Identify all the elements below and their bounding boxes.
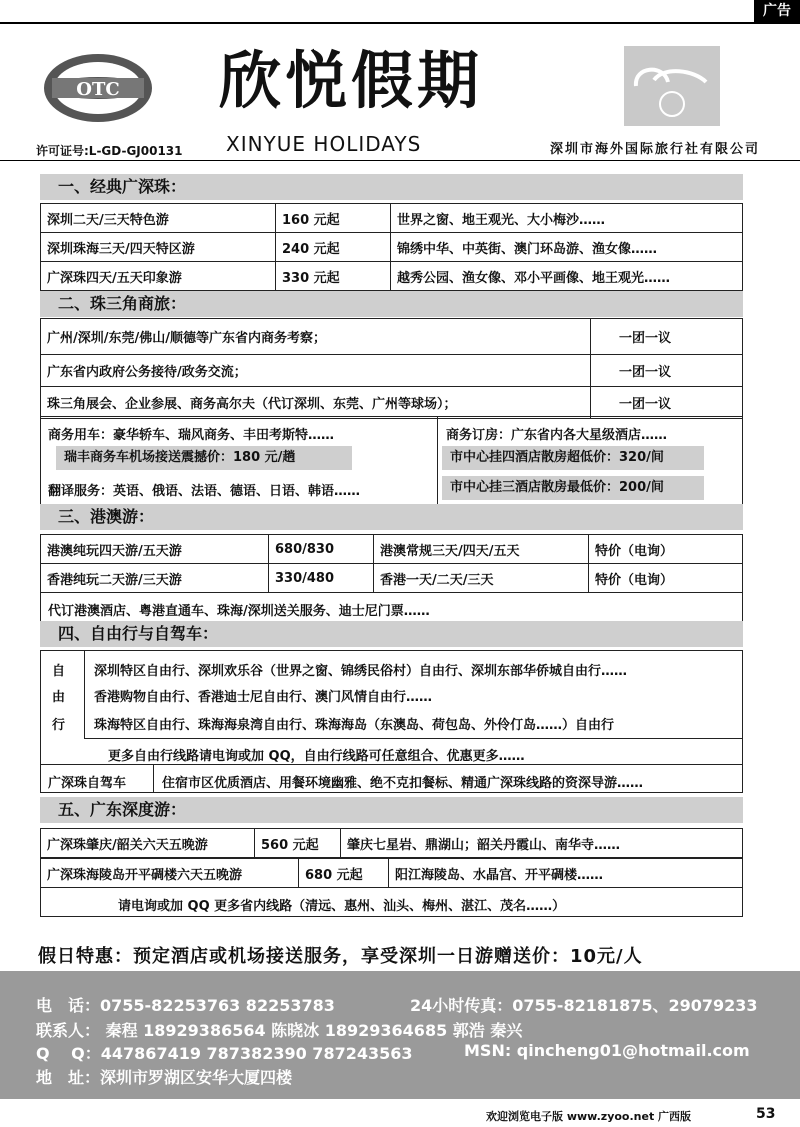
phone-line: 电 话：0755-82253763 82253783 bbox=[36, 996, 335, 1015]
brand-title: 欣悦假期 bbox=[218, 44, 483, 117]
page-number: 53 bbox=[756, 1106, 776, 1122]
qq-line: Q Q：447867419 787382390 787243563 bbox=[36, 1044, 413, 1063]
footer-text: 欢迎浏览电子版 www.zyoo.net 广西版 bbox=[486, 1110, 692, 1123]
translation-text: 翻译服务：英语、俄语、法语、德语、日语、韩语…… bbox=[48, 484, 361, 499]
header-rule bbox=[0, 160, 800, 161]
company-name: 深圳市海外国际旅行社有限公司 bbox=[550, 142, 761, 157]
table-row: 广深珠海陵岛开平碉楼六天五晚游 680 元起 阳江海陵岛、水晶宫、开平碉楼…… bbox=[41, 859, 743, 888]
freetravel-zhuhai: 珠海特区自由行、珠海海泉湾自由行、珠海海岛（东澳岛、荷包岛、外伶仃岛……）自由行 bbox=[94, 718, 615, 733]
freetravel-label-2: 由 bbox=[52, 690, 66, 705]
section-title-hkmacau: 三、港澳游： bbox=[40, 504, 743, 530]
msn-line: MSN: qincheng01@hotmail.com bbox=[464, 1041, 750, 1060]
depth-note: 请电询或加 QQ 更多省内线路（清远、惠州、汕头、梅州、湛江、茂名……） bbox=[118, 899, 566, 914]
hotel-booking-text: 商务订房：广东省内各大星级酒店…… bbox=[446, 428, 668, 443]
hotel3-price-highlight: 市中心挂三酒店散房最低价：200/间 bbox=[442, 476, 704, 500]
drive-label: 广深珠自驾车 bbox=[48, 776, 127, 791]
freetravel-shenzhen: 深圳特区自由行、深圳欢乐谷（世界之窗、锦绣民俗村）自由行、深圳东部华侨城自由行…… bbox=[94, 664, 628, 679]
freetravel-label-3: 行 bbox=[52, 718, 66, 733]
car-rental-text: 商务用车：豪华轿车、瑞风商务、丰田考斯特…… bbox=[48, 428, 335, 443]
table-row: 广东省内政府公务接待/政务交流； 一团一议 bbox=[41, 355, 743, 387]
hotel4-price-highlight: 市中心挂四酒店散房超低价：320/间 bbox=[442, 446, 704, 470]
freetravel-label-divider bbox=[84, 650, 85, 738]
fax-line: 24小时传真：0755-82181875、29079233 bbox=[410, 996, 758, 1015]
table-row: 广深珠肇庆/韶关六天五晚游 560 元起 肇庆七星岩、鼎湖山；韶关丹霞山、南华寺…… bbox=[41, 829, 743, 858]
contact-person-line: 联系人： 秦程 18929386564 陈晓冰 18929364685 郭浩 秦兴 bbox=[36, 1021, 523, 1040]
table-row: 香港纯玩二天游/三天游 330/480 香港一天/二天/三天 特价（电询） bbox=[41, 564, 743, 593]
freetravel-more: 更多自由行线路请电询或加 QQ，自由行线路可任意组合、优惠更多…… bbox=[108, 749, 525, 764]
drive-label-divider bbox=[153, 764, 154, 793]
car-price-highlight: 瑞丰商务车机场接送震撼价：180 元/趟 bbox=[56, 446, 352, 470]
otc-logo bbox=[42, 52, 154, 124]
table-row: 深圳二天/三天特色游 160 元起 世界之窗、地王观光、大小梅沙…… bbox=[41, 204, 743, 233]
table-row: 广州/深圳/东莞/佛山/顺德等广东省内商务考察； 一团一议 bbox=[41, 319, 743, 355]
drive-divider bbox=[40, 764, 743, 765]
section-title-business: 二、珠三角商旅： bbox=[40, 291, 743, 317]
license-number: 许可证号:L-GD-GJ00131 bbox=[36, 144, 183, 158]
freetravel-label-1: 自 bbox=[52, 664, 66, 679]
table-row: 深圳珠海三天/四天特区游 240 元起 锦绣中华、中英街、澳门环岛游、渔女像…… bbox=[41, 233, 743, 262]
freetravel-hongkong: 香港购物自由行、香港迪士尼自由行、澳门风情自由行…… bbox=[94, 690, 433, 705]
logo-text: OTC bbox=[76, 79, 120, 100]
table-row: 港澳纯玩四天游/五天游 680/830 港澳常规三天/四天/五天 特价（电询） bbox=[41, 535, 743, 564]
holiday-promo: 假日特惠：预定酒店或机场接送服务，享受深圳一日游赠送价：10元/人 bbox=[38, 946, 643, 967]
top-rule bbox=[0, 22, 800, 24]
table-row: 广深珠四天/五天印象游 330 元起 越秀公园、渔女像、邓小平画像、地王观光…… bbox=[41, 262, 743, 291]
ad-tag: 广告 bbox=[754, 0, 800, 22]
business-table bbox=[40, 318, 743, 419]
business-divider bbox=[437, 416, 438, 506]
depth-tours-table-row2 bbox=[40, 858, 743, 888]
section-title-depth: 五、广东深度游： bbox=[40, 797, 743, 823]
table-row: 珠三角展会、企业参展、商务高尔夫（代订深圳、东莞、广州等球场）； 一团一议 bbox=[41, 387, 743, 419]
section-title-classic: 一、经典广深珠： bbox=[40, 174, 743, 200]
brand-subtitle: XINYUE HOLIDAYS bbox=[226, 132, 422, 156]
address-line: 地 址：深圳市罗湖区安华大厦四楼 bbox=[36, 1068, 293, 1087]
section-title-freetravel: 四、自由行与自驾车： bbox=[40, 621, 743, 647]
drive-text: 住宿市区优质酒店、用餐环境幽雅、绝不克扣餐标、精通广深珠线路的资深导游…… bbox=[162, 776, 644, 791]
freetravel-more-divider bbox=[84, 738, 743, 739]
depth-tours-table-row1 bbox=[40, 828, 743, 858]
hkmacau-table bbox=[40, 534, 743, 593]
hkmacau-note: 代订港澳酒店、粤港直通车、珠海/深圳送关服务、迪士尼门票…… bbox=[48, 604, 430, 619]
classic-tours-table bbox=[40, 203, 743, 291]
contact-panel bbox=[0, 971, 800, 1099]
company-seal-logo bbox=[624, 46, 720, 126]
